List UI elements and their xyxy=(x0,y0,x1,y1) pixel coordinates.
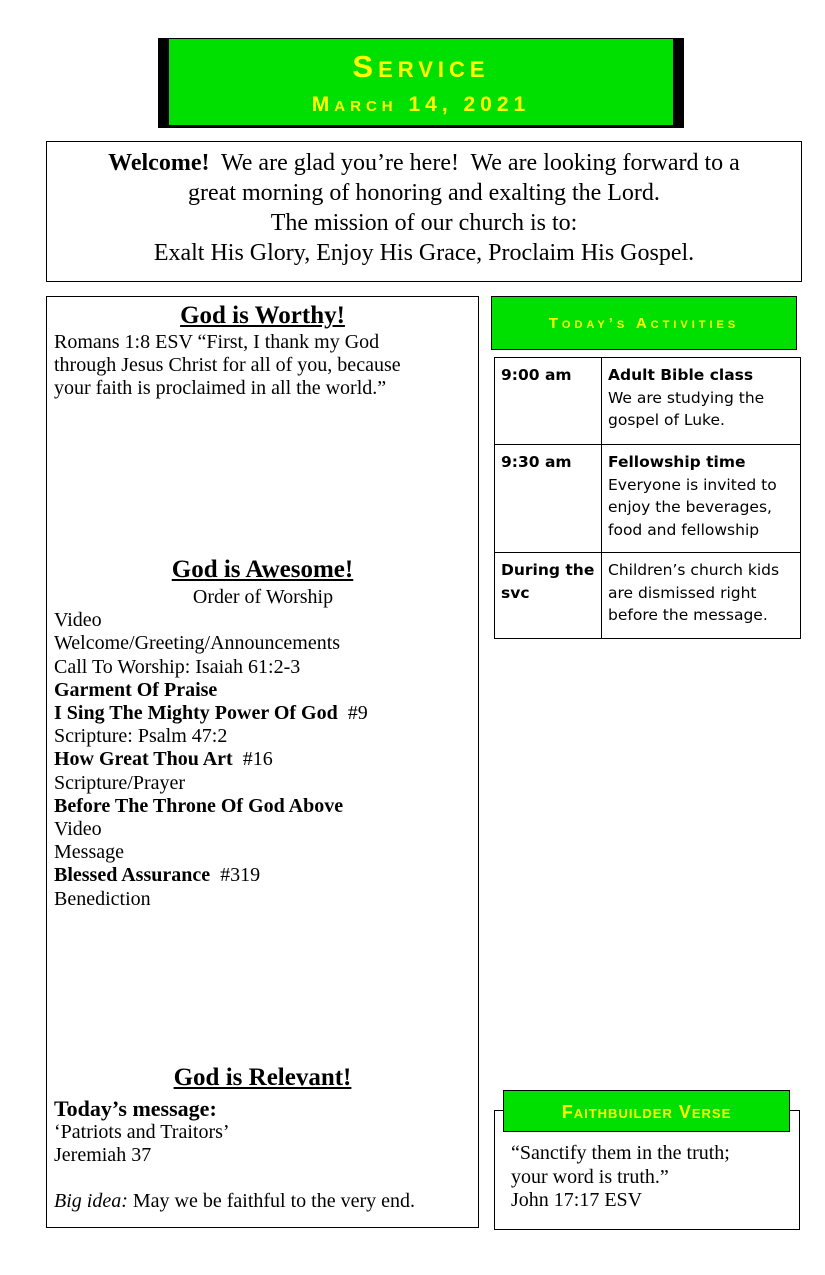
worship-item: Scripture/Prayer xyxy=(54,771,186,794)
worship-item xyxy=(54,864,472,887)
verse-reference: John 17:17 ESV xyxy=(511,1189,643,1211)
table-row xyxy=(495,445,801,553)
table-row xyxy=(495,553,801,639)
hymn-number: #319 xyxy=(210,864,261,887)
worship-item: Garment Of Praise xyxy=(54,678,218,701)
worship-item: Before The Throne Of God Above xyxy=(54,794,344,817)
worship-item: Video xyxy=(54,818,102,841)
worthy-title: God is Worthy! xyxy=(180,302,345,329)
awesome-title: God is Awesome! xyxy=(171,556,354,583)
message-scripture: Jeremiah 37 xyxy=(54,1144,152,1167)
hymn-title: Blessed Assurance xyxy=(54,864,211,887)
hymn-title: I Sing The Mighty Power Of God xyxy=(54,702,338,725)
worship-item: Scripture: Psalm 47:2 xyxy=(54,725,228,748)
table-row xyxy=(495,358,801,445)
verse-line-1: “Sanctify them in the truth; xyxy=(511,1142,730,1164)
activity-description: We are studying the gospel of Luke. xyxy=(608,388,765,429)
faithbuilder-header: Faithbuilder Verse xyxy=(503,1090,790,1132)
welcome-lead: Welcome! xyxy=(108,150,210,176)
hymn-number: #16 xyxy=(232,748,273,771)
big-idea xyxy=(54,1190,472,1213)
activity-details xyxy=(602,553,801,639)
activity-name: Adult Bible class xyxy=(608,366,754,384)
worship-item: Benediction xyxy=(54,887,151,910)
worship-item xyxy=(54,748,472,771)
welcome-line-1 xyxy=(47,148,801,178)
activities-header: Today’s Activities xyxy=(491,296,797,350)
worthy-text xyxy=(54,331,472,401)
activity-name: Fellowship time xyxy=(608,453,746,471)
activity-time: During the svc xyxy=(495,553,602,639)
header-banner xyxy=(168,38,674,126)
relevant-text xyxy=(54,1096,472,1214)
service-title: Service xyxy=(352,49,490,84)
relevant-title: God is Relevant! xyxy=(173,1064,352,1091)
worship-item: Call To Worship: Isaiah 61:2-3 xyxy=(54,655,301,678)
order-of-worship-panel xyxy=(46,296,479,1228)
welcome-box xyxy=(46,141,802,282)
worship-order-list xyxy=(54,586,472,911)
big-idea-text: May we be faithful to the very end. xyxy=(127,1190,416,1213)
worship-item: Welcome/Greeting/Announcements xyxy=(54,632,341,655)
worship-item: Message xyxy=(54,841,124,864)
message-heading: Today’s message: xyxy=(54,1096,217,1121)
service-date: March 14, 2021 xyxy=(311,93,531,116)
message-title: ‘Patriots and Traitors’ xyxy=(54,1121,230,1143)
worship-item: Video xyxy=(54,609,102,632)
worship-item xyxy=(54,702,472,725)
activity-time: 9:30 am xyxy=(495,445,602,553)
faithbuilder-verse xyxy=(511,1142,795,1213)
order-of-worship-subtitle: Order of Worship xyxy=(192,586,334,608)
big-idea-label: Big idea: xyxy=(54,1190,128,1213)
activities-table xyxy=(494,357,801,639)
activity-time: 9:00 am xyxy=(495,358,602,445)
verse-line-2: your word is truth.” xyxy=(511,1165,669,1188)
worthy-line: your faith is proclaimed in all the world.” xyxy=(54,377,387,400)
activity-details xyxy=(602,445,801,553)
hymn-number: #9 xyxy=(337,702,368,725)
activity-description: Everyone is invited to enjoy the beverages, food and fellowship xyxy=(608,475,777,539)
worthy-line: Romans 1:8 ESV “First, I thank my God xyxy=(54,331,380,353)
hymn-title: How Great Thou Art xyxy=(54,748,233,771)
welcome-line-3: The mission of our church is to: xyxy=(270,210,578,236)
activity-description: Children’s church kids are dismissed right before the message. xyxy=(608,561,780,624)
welcome-line-1-rest: We are glad you’re here! We are looking forward to a xyxy=(209,150,740,176)
activity-details xyxy=(602,358,801,445)
welcome-line-4: Exalt His Glory, Enjoy His Grace, Proclaim His Gospel. xyxy=(153,240,695,266)
welcome-line-2: great morning of honoring and exalting the Lord. xyxy=(188,180,660,206)
worthy-line: through Jesus Christ for all of you, because xyxy=(54,354,401,377)
